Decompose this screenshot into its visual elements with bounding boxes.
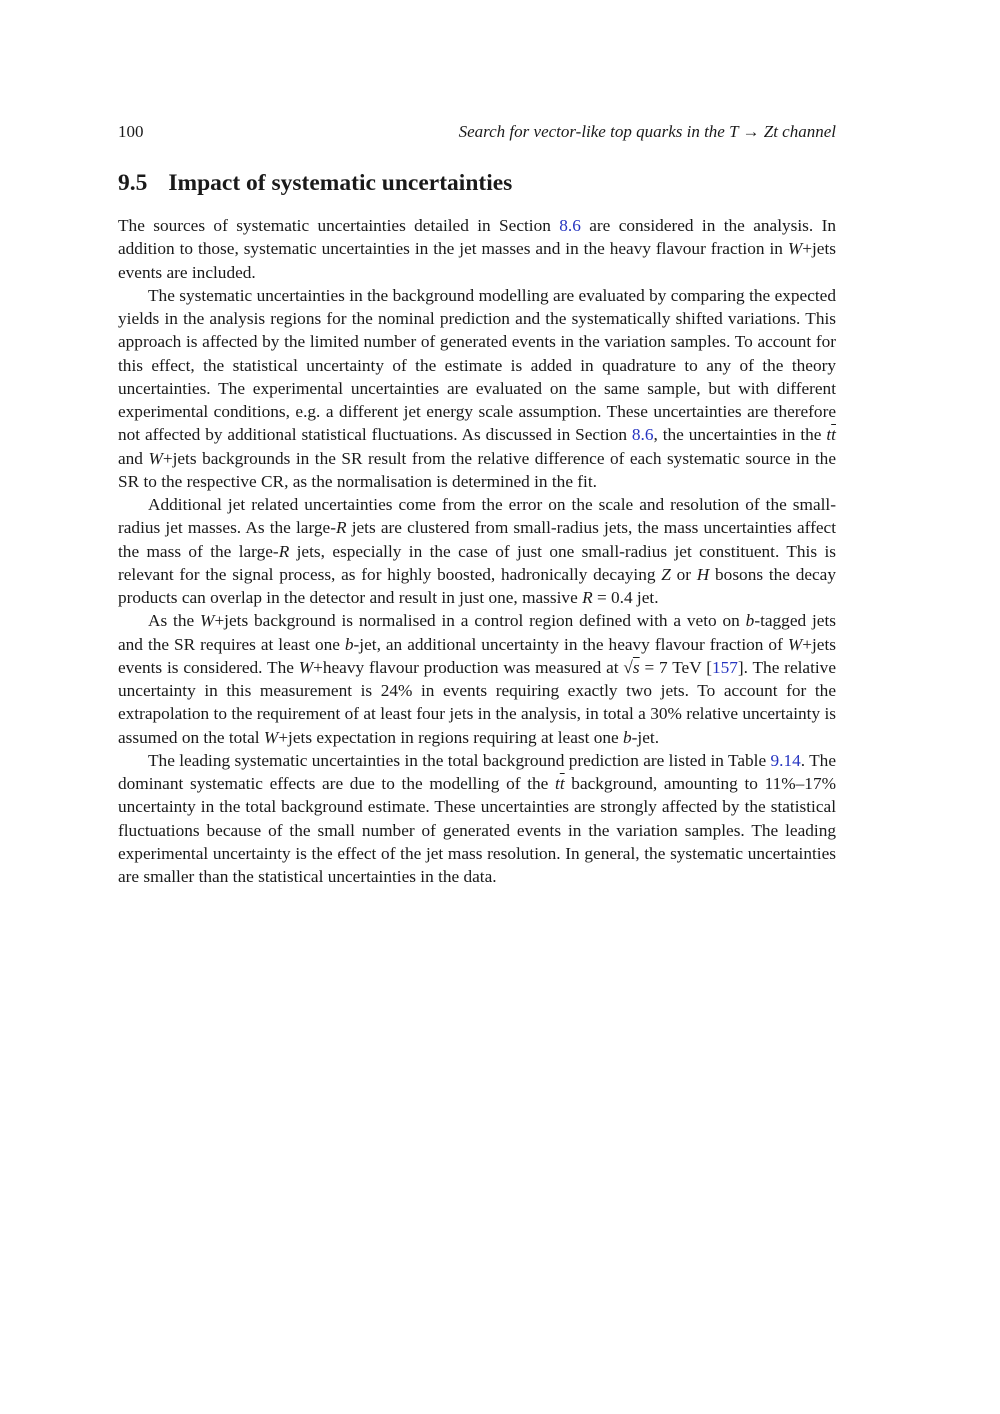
math-symbol: b bbox=[344, 634, 354, 654]
math-symbol: W bbox=[148, 448, 163, 468]
reference-link[interactable]: 9.14 bbox=[770, 750, 801, 770]
paragraph: Additional jet related uncertainties come from the error on the scale and resolution of the small-radius jet masses. As the large-R jets are clustered from small-radius jets, the mass uncertainties affect the mass of the large-R jets, especially in the case of just one small-radius jet constituent. This is relevant for the signal process, as for highly boosted, hadronically decaying Z or H bosons the decay products can overlap in the detector and result in just one, massive R = 0.4 jet. bbox=[118, 495, 836, 607]
math-symbol: H bbox=[696, 564, 710, 584]
math-symbol: b bbox=[745, 611, 755, 631]
reference-link[interactable]: 8.6 bbox=[631, 425, 654, 445]
page-header bbox=[118, 122, 836, 142]
section-title: Impact of systematic uncertainties bbox=[168, 170, 513, 196]
section-heading bbox=[118, 168, 836, 198]
math-symbol: W bbox=[787, 239, 803, 259]
math-symbol: R bbox=[335, 518, 347, 538]
page-number: 100 bbox=[118, 122, 144, 141]
paragraph: The leading systematic uncertainties in the total background prediction are listed in Table 9.14. The dominant systematic effects are due to the modelling of the $t\overline{t}$ background, amounting to 11%–17% uncertainty in the total background estimate. These uncertainties are strongly affected by the statistical fluctuations because of the small number of generated events in the variation samples. The leading experimental uncertainty is the effect of the jet mass resolution. In general, the systematic uncertainties are smaller than the statistical uncertainties in the data. bbox=[118, 750, 836, 886]
reference-link[interactable]: 157 bbox=[711, 657, 738, 677]
body-paragraphs bbox=[118, 214, 836, 888]
ttbar-symbol: $t\overline{t}$ bbox=[555, 774, 565, 793]
section-number: 9.5 bbox=[118, 170, 148, 196]
math-symbol: b bbox=[623, 727, 632, 747]
math-symbol: R bbox=[582, 588, 593, 607]
ttbar-symbol: $t\overline{t}$ bbox=[826, 425, 836, 445]
math-symbol: R bbox=[278, 541, 290, 561]
sqrt-s-symbol: √s bbox=[623, 657, 640, 677]
running-title: Search for vector-like top quarks in the T → Zt channel bbox=[458, 122, 836, 141]
math-symbol: Z bbox=[661, 564, 671, 584]
paragraph: The sources of systematic uncertainties detailed in Section 8.6 are considered in the analysis. In addition to those, systematic uncertainties in the jet masses and in the heavy flavour fraction in W+jets events are included. bbox=[118, 216, 836, 282]
paragraph: The systematic uncertainties in the background modelling are evaluated by comparing the expected yields in the analysis regions for the nominal prediction and the systematically shifted variations. This approach is affected by the limited number of generated events in the variation samples. To account for this effect, the statistical uncertainty of the estimate is added in quadrature to any of the theory uncertainties. The experimental uncertainties are evaluated on the same sample, but with different experimental conditions, e.g. a different jet energy scale assumption. These uncertainties are therefore not affected by additional statistical fluctuations. As discussed in Section 8.6, the uncertainties in the $t\overline{t}$ and W+jets backgrounds in the SR result from the relative difference of each systematic source in the SR to the respective CR, as the normalisation is determined in the fit. bbox=[118, 285, 836, 491]
reference-link[interactable]: 8.6 bbox=[559, 216, 581, 235]
math-symbol: W bbox=[263, 727, 279, 747]
math-symbol: W bbox=[200, 611, 215, 631]
math-symbol: W bbox=[787, 634, 803, 654]
paragraph: As the W+jets background is normalised in a control region defined with a veto on b-tagged jets and the SR requires at least one b-jet, an additional uncertainty in the heavy flavour fraction of W+jets events is considered. The W+heavy flavour production was measured at √s = 7 TeV [157]. The relative uncertainty in this measurement is 24% in events requiring exactly two jets. To account for the extrapolation to the requirement of at least four jets in the analysis, in total a 30% relative uncertainty is assumed on the total W+jets expectation in regions requiring at least one b-jet. bbox=[118, 611, 836, 747]
math-symbol: W bbox=[298, 657, 314, 677]
